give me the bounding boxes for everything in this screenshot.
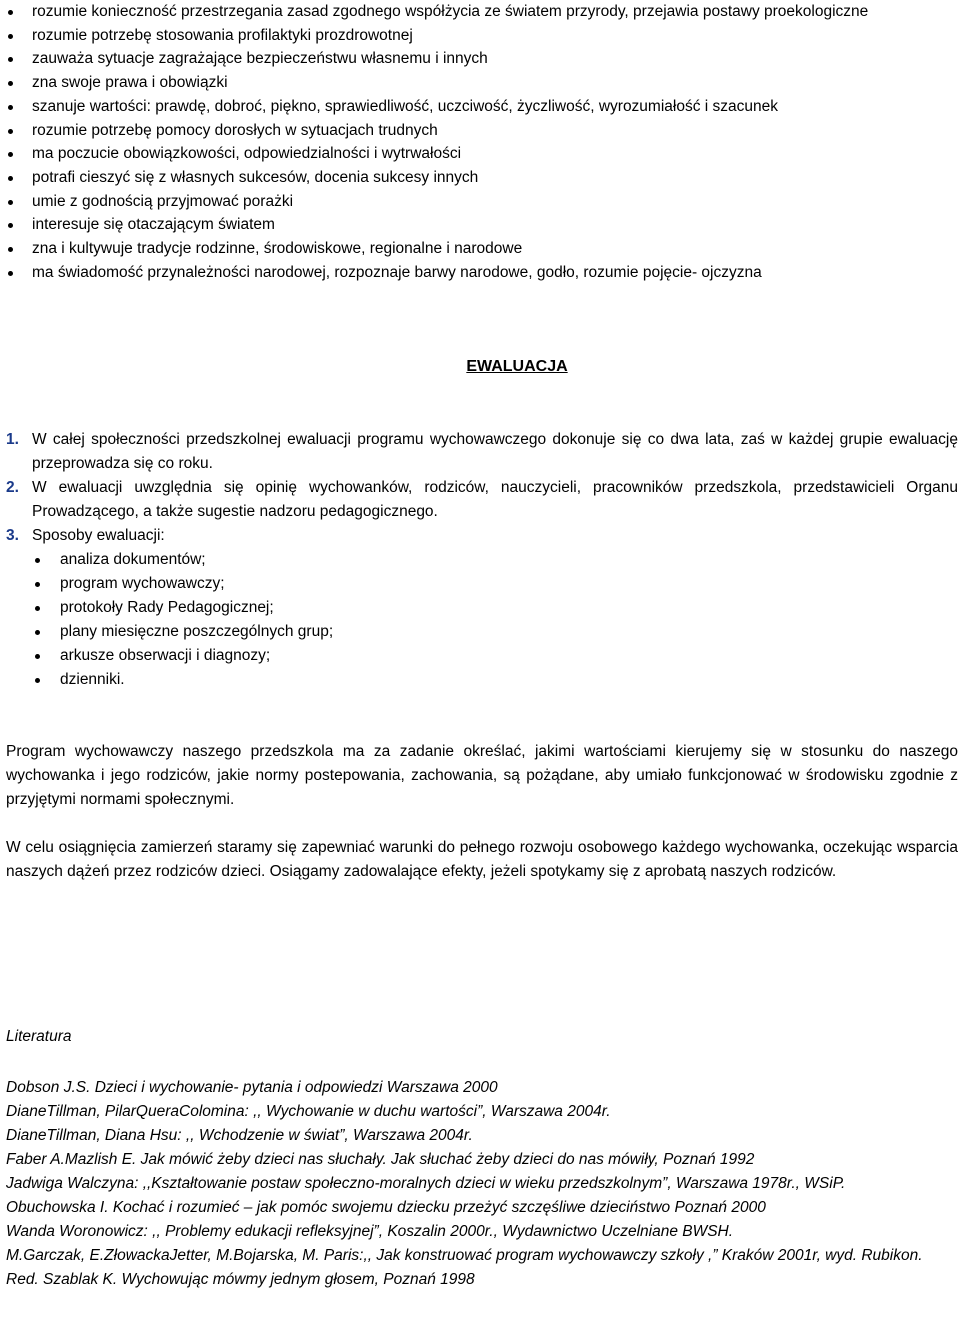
literature-entry: M.Garczak, E.ZłowackaJetter, M.Bojarska, M. Paris:,, Jak konstruować program wychowawczy szkoły ,” Kraków 2001r, wyd. Rubikon. (6, 1247, 923, 1264)
list-item: protokoły Rady Pedagogicznej; (32, 596, 958, 620)
literature-entry: Jadwiga Walczyna: ,,Kształtowanie postaw społeczno-moralnych dzieci w wieku przedszkolnym”, Warszawa 1978r., WSiP. (6, 1175, 846, 1192)
list-item: zna i kultywuje tradycje rodzinne, środowiskowe, regionalne i narodowe (0, 237, 960, 261)
list-item: arkusze obserwacji i diagnozy; (32, 644, 958, 668)
literature-title: Literatura (6, 1028, 72, 1045)
item-text: Sposoby ewaluacji: (32, 527, 165, 544)
evaluation-numbered-list (0, 428, 958, 692)
list-item: rozumie potrzebę stosowania profilaktyki prozdrowotnej (0, 24, 960, 48)
list-item: interesuje się otaczającym światem (0, 213, 960, 237)
numbered-item (0, 476, 958, 524)
list-item: dzienniki. (32, 668, 958, 692)
list-item: plany miesięczne poszczególnych grup; (32, 620, 958, 644)
competency-bullet-list (0, 0, 960, 284)
item-text: W całej społeczności przedszkolnej ewaluacji programu wychowawczego dokonuje się co dwa lata, zaś w każdej grupie ewaluację przeprowadza się co roku. (32, 431, 958, 472)
list-item: program wychowawczy; (32, 572, 958, 596)
list-item: ma poczucie obowiązkowości, odpowiedzialności i wytrwałości (0, 142, 960, 166)
item-number: 3. (6, 527, 19, 544)
literature-entry: Faber A.Mazlish E. Jak mówić żeby dzieci nas słuchały. Jak słuchać żeby dzieci do nas mówiły, Poznań 1992 (6, 1151, 755, 1168)
literature-entry: Dobson J.S. Dzieci i wychowanie- pytania i odpowiedzi Warszawa 2000 (6, 1079, 498, 1096)
literature-list (6, 1076, 956, 1292)
literature-entry: DianeTillman, Diana Hsu: ,, Wchodzenie w świat”, Warszawa 2004r. (6, 1127, 473, 1144)
item-number: 2. (6, 479, 19, 496)
literature-entry: Red. Szablak K. Wychowując mówmy jednym głosem, Poznań 1998 (6, 1271, 475, 1288)
item-number: 1. (6, 431, 19, 448)
list-item: szanuje wartości: prawdę, dobroć, piękno, sprawiedliwość, uczciwość, życzliwość, wyrozumiałość i szacunek (0, 95, 960, 119)
section-heading: EWALUACJA (466, 358, 568, 375)
list-item: zna swoje prawa i obowiązki (0, 71, 960, 95)
numbered-item (0, 524, 958, 692)
evaluation-methods-list (32, 548, 958, 692)
literature-entry: Wanda Woronowicz: ,, Problemy edukacji refleksyjnej”, Koszalin 2000r., Wydawnictwo Uczelniane BWSH. (6, 1223, 734, 1240)
list-item: zauważa sytuacje zagrażające bezpieczeństwu własnemu i innych (0, 47, 960, 71)
paragraph-goals: W celu osiągnięcia zamierzeń staramy się zapewniać warunki do pełnego rozwoju osobowego każdego wychowanka, oczekując wsparcia naszych dążeń przez rodziców dzieci. Osiągamy zadowalające efekty, jeżeli spotykamy się z aprobatą naszych rodziców. (6, 839, 958, 880)
list-item: rozumie potrzebę pomocy dorosłych w sytuacjach trudnych (0, 119, 960, 143)
literature-entry: DianeTillman, PilarQueraColomina: ,, Wychowanie w duchu wartości”, Warszawa 2004r. (6, 1103, 611, 1120)
list-item: ma świadomość przynależności narodowej, rozpoznaje barwy narodowe, godło, rozumie pojęcie- ojczyzna (0, 261, 960, 285)
numbered-item (0, 428, 958, 476)
paragraph-program: Program wychowawczy naszego przedszkola ma za zadanie określać, jakimi wartościami kierujemy się w stosunku do naszego wychowanka i jego rodziców, jakie normy postepowania, zachowania, są pożądane, aby umiało funkcjonować w środowisku zgodnie z przyjętymi normami społecznymi. (6, 743, 958, 808)
list-item: potrafi cieszyć się z własnych sukcesów, docenia sukcesy innych (0, 166, 960, 190)
list-item: rozumie konieczność przestrzegania zasad zgodnego współżycia ze światem przyrody, przejawia postawy proekologiczne (0, 0, 960, 24)
literature-entry: Obuchowska I. Kochać i rozumieć – jak pomóc swojemu dziecku przeżyć szczęśliwe dzieciństwo Poznań 2000 (6, 1199, 766, 1216)
list-item: analiza dokumentów; (32, 548, 958, 572)
item-text: W ewaluacji uwzględnia się opinię wychowanków, rodziców, nauczycieli, pracowników przedszkola, przedstawicieli Organu Prowadzącego, a także sugestie nadzoru pedagogicznego. (32, 479, 958, 520)
list-item: umie z godnością przyjmować porażki (0, 190, 960, 214)
